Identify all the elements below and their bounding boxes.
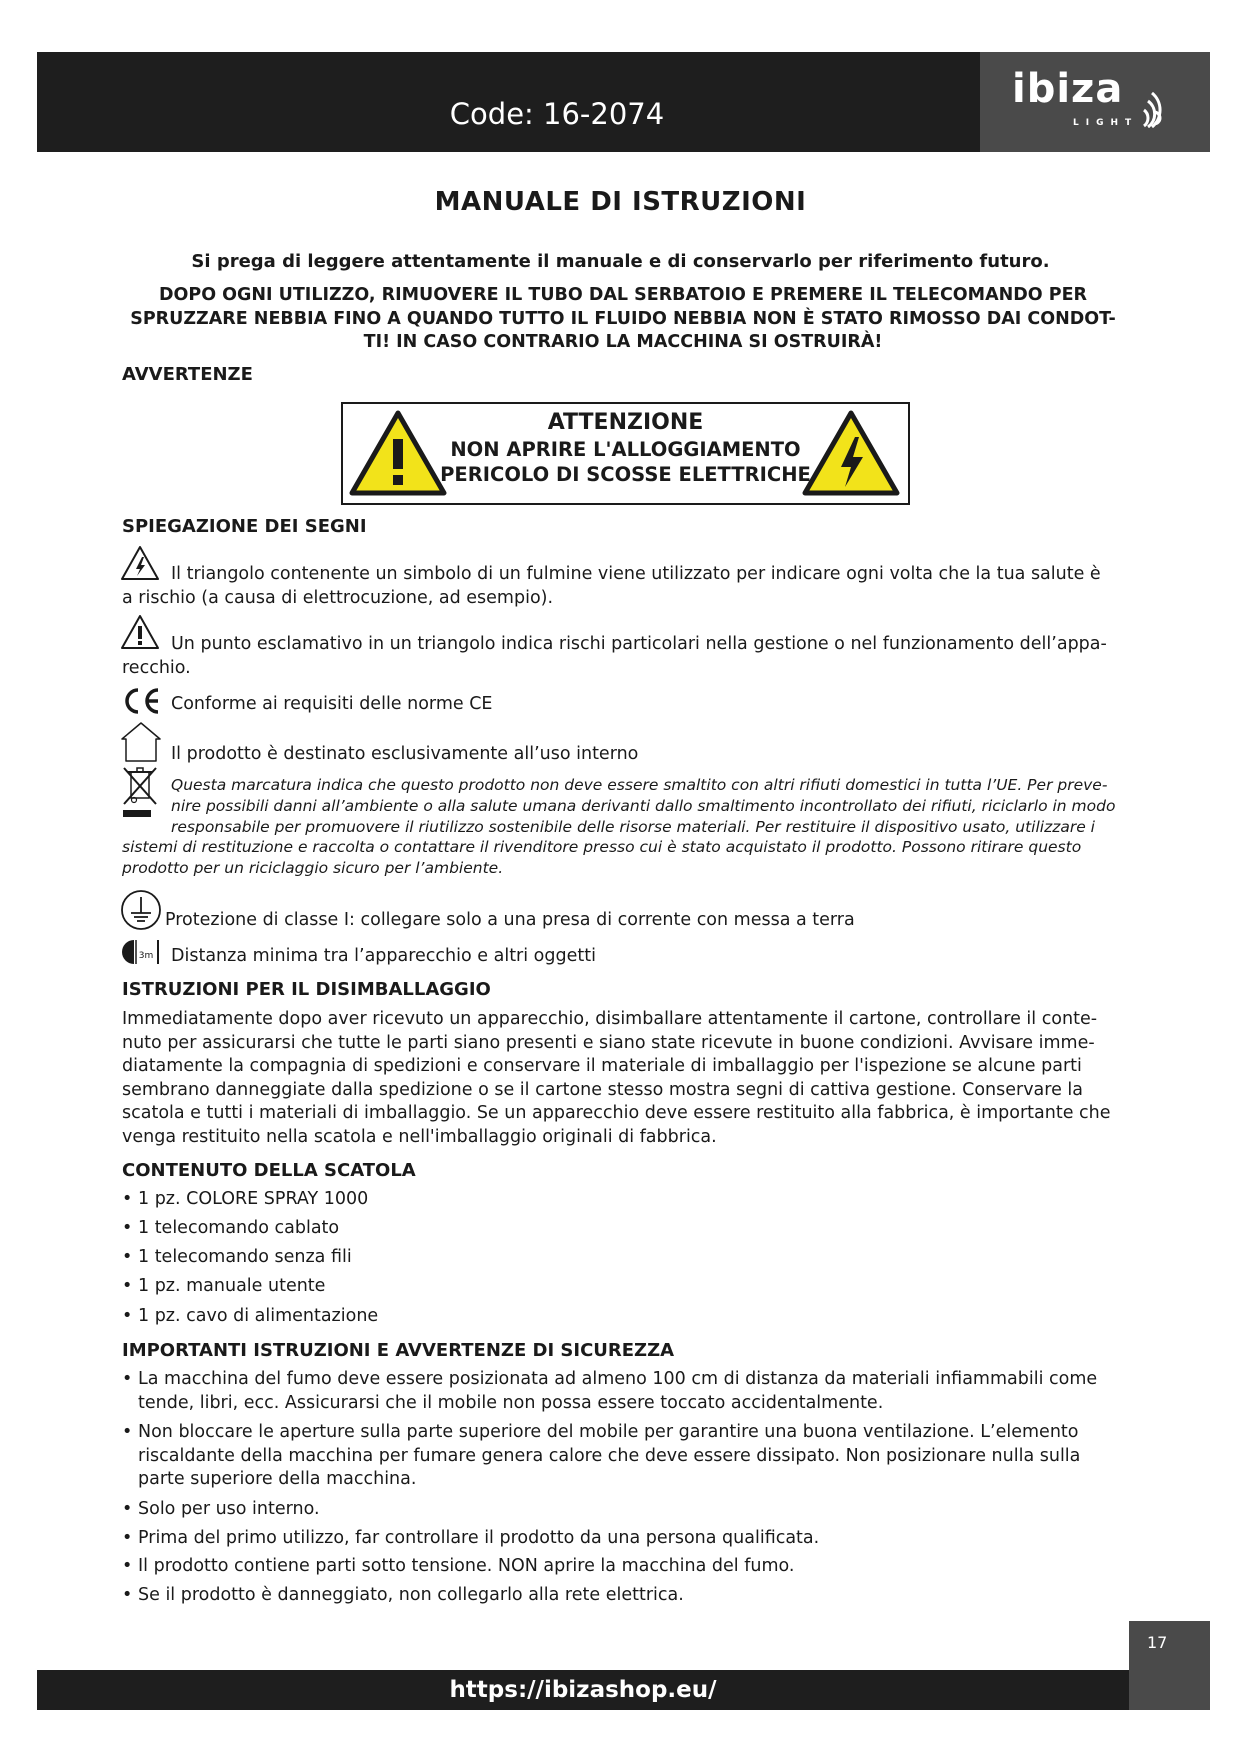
- usage-warning-line: TI! IN CASO CONTRARIO LA MACCHINA SI OSTRUIRÀ!: [363, 332, 883, 352]
- bullet: •: [122, 1556, 133, 1576]
- sign-weee-line: prodotto per un riciclaggio sicuro per l’ambiente.: [122, 859, 504, 878]
- bullet: •: [122, 1218, 133, 1238]
- unpacking-line: diatamente la compagnia di spedizioni e conservare il materiale di imballaggio per l'ispezione se alcune parti: [122, 1056, 1082, 1076]
- sign-distance-line: Distanza minima tra l’apparecchio e altri oggetti: [171, 946, 596, 966]
- box-content-item: [122, 1246, 1128, 1270]
- usage-warning: [120, 284, 1126, 355]
- box-content-item: [122, 1188, 1128, 1212]
- sign-ground-text: [122, 909, 1126, 933]
- bullet: •: [122, 1369, 133, 1389]
- website-link[interactable]: https://ibizashop.eu/: [449, 1677, 717, 1703]
- sign-indoor-text: [122, 743, 1126, 767]
- sign-ce-text: [122, 693, 1126, 717]
- unpacking-line: Immediatamente dopo aver ricevuto un apparecchio, disimballare attentamente il cartone, controllare il conte-: [122, 1009, 1098, 1029]
- sign-exclamation-text: [122, 633, 1126, 680]
- safety-item: [122, 1555, 1128, 1579]
- bullet: •: [122, 1499, 133, 1519]
- safety-item: [122, 1498, 1128, 1522]
- page-title: MANUALE DI ISTRUZIONI: [434, 187, 807, 217]
- box-content-text: 1 pz. cavo di alimentazione: [138, 1306, 379, 1326]
- header-bar: [37, 52, 1210, 152]
- box-content-item: [122, 1217, 1128, 1241]
- sign-exclamation-line: Un punto esclamativo in un triangolo indica rischi particolari nella gestione o nel funzionamento dell’appa-: [171, 634, 1107, 654]
- box-content-text: 1 pz. COLORE SPRAY 1000: [138, 1189, 369, 1209]
- safety-line: parte superiore della macchina.: [138, 1469, 417, 1489]
- section-heading-disimballaggio: ISTRUZIONI PER IL DISIMBALLAGGIO: [122, 979, 491, 1000]
- safety-line: riscaldante della macchina per fumare genera calore che deve essere dissipato. Non posizionare nulla sulla: [138, 1445, 1081, 1466]
- bullet: •: [122, 1585, 133, 1605]
- distance-icon-label: 3m: [138, 951, 154, 961]
- section-heading-avvertenze: AVVERTENZE: [122, 364, 253, 385]
- bullet: •: [122, 1422, 133, 1442]
- sign-weee-line: sistemi di restituzione e raccolta o contattare il rivenditore presso cui è stato acquistato il prodotto. Possono ritirare questo: [122, 838, 1082, 857]
- usage-warning-line: SPRUZZARE NEBBIA FINO A QUANDO TUTTO IL FLUIDO NEBBIA NON È STATO RIMOSSO DAI CONDOT-: [130, 308, 1116, 329]
- unpacking-line: venga restituito nella scatola e nell'imballaggio originali di fabbrica.: [122, 1126, 717, 1147]
- warning-title: ATTENZIONE: [547, 410, 704, 435]
- sign-weee-line: nire possibili danni all’ambiente o alla salute umana derivanti dallo smaltimento incontrollato dei rifiuti, riciclarlo in modo: [171, 796, 1116, 815]
- sign-exclamation-line: recchio.: [122, 657, 191, 678]
- safety-item: [122, 1527, 1128, 1551]
- brand-logo: [980, 52, 1210, 152]
- safety-line: tende, libri, ecc. Assicurarsi che il mobile non possa essere toccato accidentalmente.: [138, 1392, 884, 1413]
- safety-line: La macchina del fumo deve essere posizionata ad almeno 100 cm di distanza da materiali infiammabili come: [138, 1369, 1098, 1389]
- bullet: •: [122, 1276, 133, 1296]
- sign-weee-line: Questa marcatura indica che questo prodotto non deve essere smaltito con altri rifiuti domestici in tutta l’UE. Per preve-: [171, 776, 1108, 794]
- sign-lightning-line: a rischio (a causa di elettrocuzione, ad esempio).: [122, 587, 554, 608]
- unpacking-line: nuto per assicurarsi che tutte le parti siano presenti e siano state ricevute in buone condizioni. Avvisare imme-: [122, 1032, 1095, 1053]
- sign-distance-text: [122, 945, 1126, 969]
- safety-line: Il prodotto contiene parti sotto tensione. NON aprire la macchina del fumo.: [138, 1556, 795, 1576]
- sign-ground-line: Protezione di classe I: collegare solo a una presa di corrente con messa a terra: [165, 910, 855, 930]
- warning-shock-hazard: PERICOLO DI SCOSSE ELETTRICHE: [440, 463, 811, 486]
- bullet: •: [122, 1306, 133, 1326]
- logo-subtitle: LIGHT: [1073, 118, 1139, 128]
- page-number: 17: [1147, 1633, 1168, 1652]
- sign-weee-line: responsabile per promuovere il riutilizzo sostenibile delle risorse materiali. Per restituire il dispositivo usato, utilizzare i: [171, 817, 1095, 836]
- warning-do-not-open: NON APRIRE L'ALLOGGIAMENTO: [450, 438, 801, 461]
- bullet: •: [122, 1528, 133, 1548]
- logo-wordmark: ibiza: [1012, 66, 1124, 112]
- unpacking-line: sembrano danneggiate dalla spedizione o se il cartone stesso mostra segni di cattiva gestione. Conservare la: [122, 1079, 1083, 1100]
- safety-item: [122, 1368, 1128, 1415]
- bullet: •: [122, 1189, 133, 1209]
- bullet: •: [122, 1247, 133, 1267]
- box-content-text: 1 pz. manuale utente: [138, 1276, 326, 1296]
- sign-indoor-line: Il prodotto è destinato esclusivamente all’uso interno: [171, 744, 639, 764]
- subtitle: Si prega di leggere attentamente il manuale e di conservarlo per riferimento futuro.: [191, 251, 1050, 272]
- sign-lightning-text: [122, 563, 1126, 610]
- usage-warning-line: DOPO OGNI UTILIZZO, RIMUOVERE IL TUBO DAL SERBATOIO E PREMERE IL TELECOMANDO PER: [158, 285, 1088, 305]
- safety-line: Prima del primo utilizzo, far controllare il prodotto da una persona qualificata.: [138, 1528, 820, 1548]
- safety-item: [122, 1584, 1128, 1608]
- warning-label-box: [341, 402, 910, 505]
- safety-line: Se il prodotto è danneggiato, non collegarlo alla rete elettrica.: [138, 1585, 684, 1605]
- sign-weee-text: [122, 775, 1128, 879]
- unpacking-paragraph: [122, 1008, 1126, 1149]
- safety-line: Non bloccare le aperture sulla parte superiore del mobile per garantire una buona ventilazione. L’elemento: [138, 1422, 1079, 1442]
- box-content-text: 1 telecomando senza fili: [138, 1247, 352, 1267]
- unpacking-line: scatola e tutti i materiali di imballaggio. Se un apparecchio deve essere restituito alla fabbrica, è importante che: [122, 1103, 1111, 1123]
- box-content-text: 1 telecomando cablato: [138, 1218, 340, 1238]
- safety-item: [122, 1421, 1128, 1492]
- sign-lightning-line: Il triangolo contenente un simbolo di un fulmine viene utilizzato per indicare ogni volta che la tua salute è: [171, 564, 1101, 584]
- footer-bar: [37, 1670, 1129, 1710]
- section-heading-segni: SPIEGAZIONE DEI SEGNI: [122, 516, 367, 537]
- product-code: Code: 16-2074: [449, 97, 665, 131]
- section-heading-contenuto: CONTENUTO DELLA SCATOLA: [122, 1160, 416, 1181]
- safety-line: Solo per uso interno.: [138, 1499, 320, 1519]
- box-content-item: [122, 1305, 1128, 1329]
- sign-ce-line: Conforme ai requisiti delle norme CE: [171, 694, 493, 714]
- box-content-item: [122, 1275, 1128, 1299]
- page-number-box: [1129, 1621, 1210, 1710]
- section-heading-sicurezza: IMPORTANTI ISTRUZIONI E AVVERTENZE DI SICUREZZA: [122, 1340, 675, 1361]
- wifi-waves-icon: [1138, 92, 1178, 128]
